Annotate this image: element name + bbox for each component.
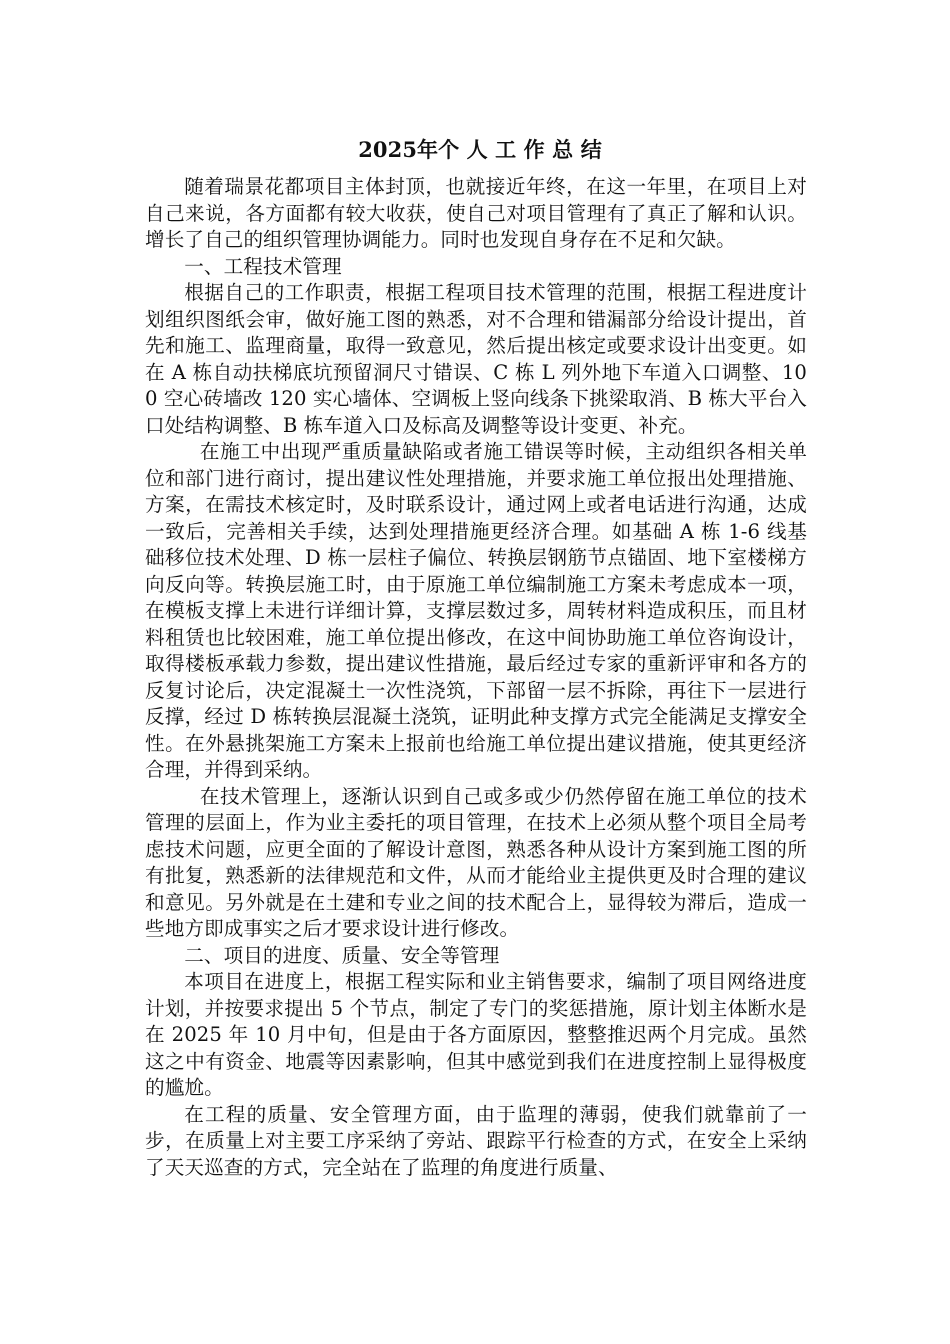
paragraph-progress-2: 在工程的质量、安全管理方面，由于监理的薄弱，使我们就靠前了一步，在质量上对主要工序采纳了旁站、跟踪平行检查的方式，在安全上采纳了天天巡查的方式，完全站在了监理的角度进行质量、 (145, 1102, 807, 1179)
document-body (145, 136, 807, 1181)
paragraph-intro: 随着瑞景花都项目主体封顶，也就接近年终，在这一年里，在项目上对自己来说，各方面都有较大收获，使自己对项目管理有了真正了解和认识。增长了自己的组织管理协调能力。同时也发现自身存在不足和欠缺。 (145, 175, 807, 251)
section-heading-technical: 一、工程技术管理 (184, 254, 342, 278)
paragraph-technical-1: 根据自己的工作职责，根据工程项目技术管理的范围，根据工程进度计划组织图纸会审，做好施工图的熟悉，对不合理和错漏部分给设计提出，首先和施工、监理商量，取得一致意见，然后提出核定或要求设计出变更。如在 A 栋自动扶梯底坑预留洞尺寸错误、C 栋 L 列外地下车道入口调整、100 空心砖墙改 120 实心墙体、空调板上竖向线条下挑梁取消、B 栋大平台入口处结构调整、B 栋车道入口及标高及调整等设计变更、补充。 (145, 281, 807, 437)
paragraph-technical-3: 在技术管理上，逐渐认识到自己或多或少仍然停留在施工单位的技术管理的层面上，作为业主委托的项目管理，在技术上必须从整个项目全局考虑技术问题，应更全面的了解设计意图，熟悉各种从设计方案到施工图的所有批复，熟悉新的法律规范和文件，从而才能给业主提供更及时合理的建议和意见。另外就是在土建和专业之间的技术配合上，显得较为滞后，造成一些地方即成事实之后才要求设计进行修改。 (145, 784, 807, 940)
section-heading-progress: 二、项目的进度、质量、安全等管理 (184, 943, 500, 967)
paragraph-technical-2: 在施工中出现严重质量缺陷或者施工错误等时候，主动组织各相关单位和部门进行商讨，提出建议性处理措施，并要求施工单位报出处理措施、方案，在需技术核定时，及时联系设计，通过网上或者电话进行沟通，达成一致后，完善相关手续，达到处理措施更经济合理。如基础 A 栋 1-6 线基础移位技术处理、D 栋一层柱子偏位、转换层钢筋节点锚固、地下室楼梯方向反向等。转换层施工时，由于原施工单位编制施工方案未考虑成本一项，在模板支撑上未进行详细计算，支撑层数过多，周转材料造成积压，而且材料租赁也比较困难，施工单位提出修改，在这中间协助施工单位咨询设计，取得楼板承载力参数，提出建议性措施，最后经过专家的重新评审和各方的反复讨论后，决定混凝土一次性浇筑，下部留一层不拆除，再往下一层进行反撑，经过 D 栋转换层混凝土浇筑，证明此种支撑方式完全能满足支撑安全性。在外悬挑架施工方案未上报前也给施工单位提出建议措施，使其更经济合理，并得到采纳。 (145, 440, 807, 781)
paragraph-progress-1: 本项目在进度上，根据工程实际和业主销售要求，编制了项目网络进度计划，并按要求提出 5 个节点，制定了专门的奖惩措施，原计划主体断水是在 2025 年 10 月中旬，但是由于各方面原因，整整推迟两个月完成。虽然这之中有资金、地震等因素影响，但其中感觉到我们在进度控制上显得极度的尴尬。 (145, 970, 807, 1099)
document-title: 2025年个 人 工 作 总 结 (358, 137, 602, 162)
